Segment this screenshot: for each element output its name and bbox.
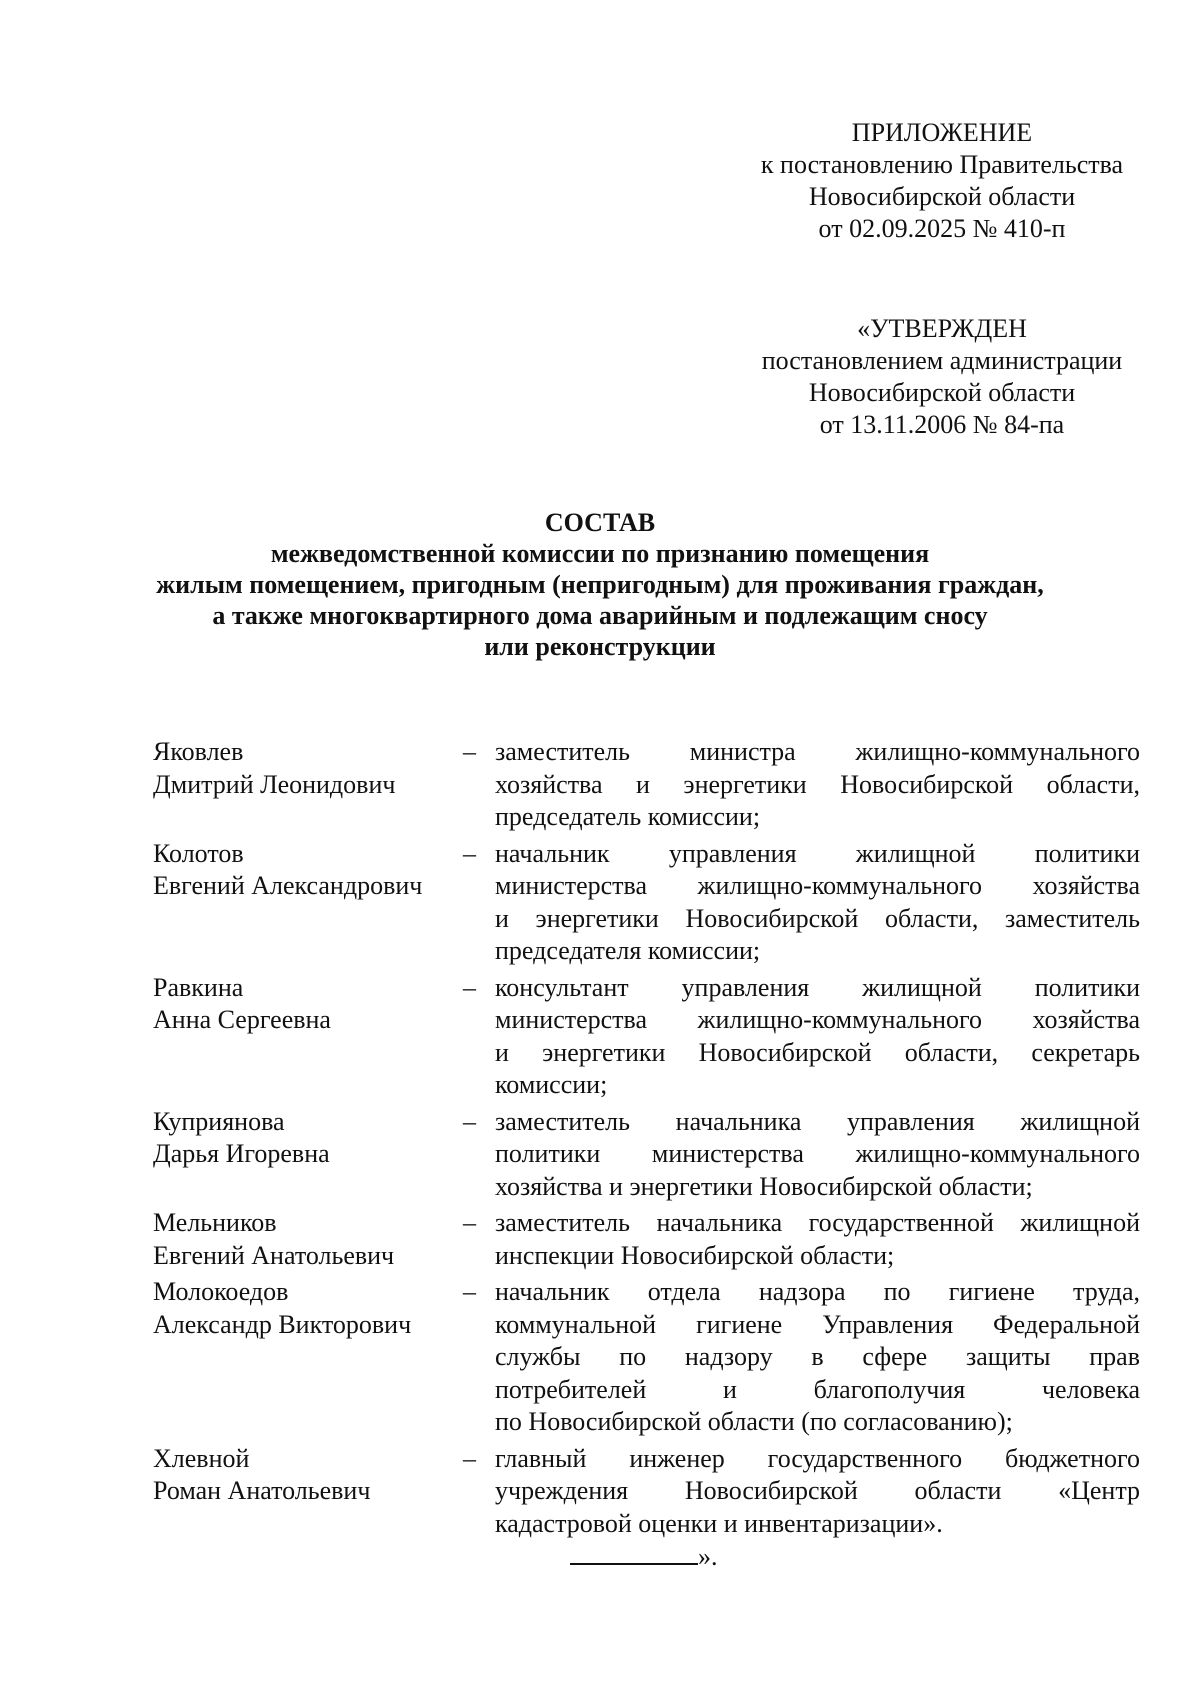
member-position-line: хозяйства и энергетики Новосибирской области, [495,769,1140,799]
member-row [153,736,1140,834]
member-position-line: начальник управления жилищной политики [495,838,1140,868]
member-position-line: и энергетики Новосибирской области, секретарь [495,1037,1140,1067]
appendix-line-3: от 02.09.2025 № 410-п [818,214,1066,243]
appendix-line-1: к постановлению Правительства [760,150,1124,179]
member-given-names: Евгений Анатольевич [153,1240,395,1270]
approval-line-3: от 13.11.2006 № 84-па [819,410,1065,439]
member-position-line: министерства жилищно-коммунального хозяйства [495,1005,1140,1034]
member-position [495,838,1140,968]
member-position [495,1106,1140,1204]
appendix-line-2: Новосибирской области [808,182,1076,211]
member-row [153,838,1140,968]
member-position-line: председатель комиссии; [495,802,761,831]
member-surname: Мельников [153,1208,277,1237]
appendix-stamp [712,117,1172,245]
member-position-line: председателя комиссии; [495,936,761,965]
approval-line-1: постановлением администрации [761,346,1123,375]
member-surname: Куприянова [153,1106,285,1136]
member-position-line: комиссии; [495,1070,608,1099]
member-position-line: заместитель министра жилищно-коммунального [495,737,1140,766]
member-given-names: Роман Анатольевич [153,1476,371,1505]
member-position-line: главный инженер государственного бюджетного [495,1443,1140,1473]
member-name [153,1276,463,1439]
member-position-line: службы по надзору в сфере защиты прав [495,1342,1140,1371]
member-row [153,1276,1140,1439]
member-position-line: по Новосибирской области (по согласованию); [495,1407,1013,1436]
heading-line-2: жилым помещением, пригодным (непригодным) для проживания граждан, [156,570,1044,599]
member-dash: – [463,838,476,868]
member-position-line: хозяйства и энергетики Новосибирской области; [495,1171,1033,1201]
appendix-title: ПРИЛОЖЕНИЕ [851,118,1033,147]
commission-members-list [153,736,1140,1544]
member-position-line: потребителей и благополучия человека [495,1374,1140,1404]
document-heading [110,507,1090,662]
member-dash: – [463,1277,476,1306]
member-position [495,1443,1140,1541]
member-position-line: министерства жилищно-коммунального хозяйства [495,871,1140,900]
member-row [153,1207,1140,1272]
member-row [153,972,1140,1102]
member-dash: – [463,1106,476,1136]
member-position-line: начальник отдела надзора по гигиене труда, [495,1277,1140,1306]
member-position [495,1276,1140,1439]
member-name [153,972,463,1102]
signature-rule [570,1539,698,1565]
member-dash: – [463,1443,476,1473]
member-dash: – [463,1208,476,1237]
member-position [495,972,1140,1102]
heading-line-4: или реконструкции [484,632,716,661]
heading-title: СОСТАВ [544,508,656,537]
member-row [153,1443,1140,1541]
member-position [495,736,1140,834]
member-position [495,1207,1140,1272]
heading-line-1: межведомственной комиссии по признанию помещения [270,539,930,568]
member-name [153,1207,463,1272]
approval-stamp [712,313,1172,441]
member-position-line: учреждения Новосибирской области «Центр [495,1476,1140,1505]
member-name [153,838,463,968]
approval-line-2: Новосибирской области [808,378,1076,407]
member-dash: – [463,737,476,766]
member-surname: Яковлев [153,737,244,766]
member-name [153,1106,463,1204]
member-surname: Равкина [153,972,244,1002]
approval-title: «УТВЕРЖДЕН [857,314,1027,343]
heading-line-3: а также многоквартирного дома аварийным и подлежащим сносу [212,601,988,630]
member-position-line: заместитель начальника государственной жилищной [495,1208,1140,1237]
member-surname: Колотов [153,838,244,868]
member-surname: Молокоедов [153,1277,289,1306]
member-position-line: коммунальной гигиене Управления Федеральной [495,1309,1140,1339]
member-name [153,736,463,834]
member-dash: – [463,972,476,1002]
closing-quote: ». [698,1542,718,1571]
member-given-names: Анна Сергеевна [153,1005,331,1034]
member-row [153,1106,1140,1204]
member-position-line: заместитель начальника управления жилищной [495,1106,1140,1136]
member-given-names: Дарья Игоревна [153,1139,330,1168]
member-given-names: Дмитрий Леонидович [153,769,396,799]
closing-mark [570,1539,718,1573]
member-given-names: Александр Викторович [153,1309,412,1339]
member-surname: Хлевной [153,1443,250,1473]
member-position-line: политики министерства жилищно-коммунального [495,1139,1140,1168]
member-position-line: и энергетики Новосибирской области, заместитель [495,903,1140,933]
member-given-names: Евгений Александрович [153,871,423,900]
member-position-line: кадастровой оценки и инвентаризации». [495,1508,943,1538]
member-position-line: консультант управления жилищной политики [495,972,1140,1002]
member-name [153,1443,463,1541]
member-position-line: инспекции Новосибирской области; [495,1240,895,1270]
